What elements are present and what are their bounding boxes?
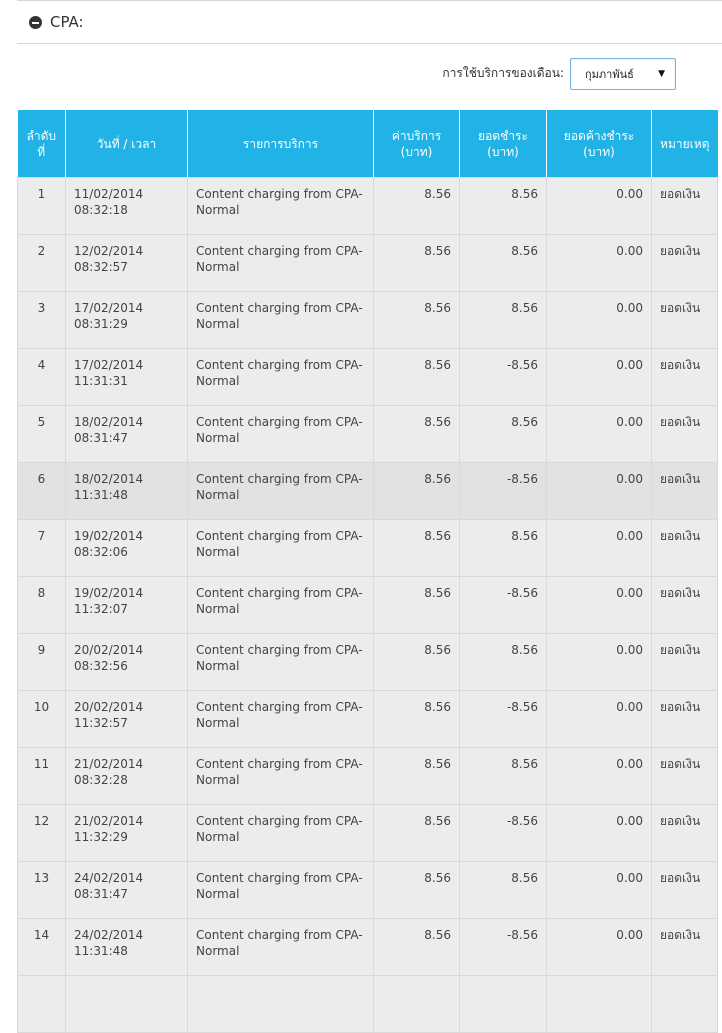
cell-fee: 8.56 [374, 235, 460, 292]
cell-time: 08:32:18 [74, 203, 128, 217]
cell-paid: 8.56 [460, 520, 547, 577]
cell-no: 8 [18, 577, 66, 634]
cell-date: 24/02/2014 [74, 928, 144, 942]
cell-fee: 8.56 [374, 520, 460, 577]
cell-datetime [66, 634, 188, 691]
cell-note: ยอดเงิน [652, 463, 718, 520]
cell-service: Content charging from CPA-Normal [188, 178, 374, 235]
cell-paid: 8.56 [460, 235, 547, 292]
cell-paid: -8.56 [460, 919, 547, 976]
cell-outstanding: 0.00 [547, 463, 652, 520]
table-row [18, 292, 718, 349]
cell-no: 4 [18, 349, 66, 406]
cell-paid: 8.56 [460, 292, 547, 349]
cell-no: 3 [18, 292, 66, 349]
table-row [18, 862, 718, 919]
cell-time: 11:31:48 [74, 944, 128, 958]
cell-time: 08:31:47 [74, 431, 128, 445]
cell-empty [460, 976, 547, 1033]
cell-datetime [66, 292, 188, 349]
cell-paid: 8.56 [460, 748, 547, 805]
cell-time: 08:32:06 [74, 545, 128, 559]
table-row [18, 748, 718, 805]
cell-date: 21/02/2014 [74, 814, 144, 828]
cell-fee: 8.56 [374, 691, 460, 748]
cell-outstanding: 0.00 [547, 634, 652, 691]
cell-time: 08:32:57 [74, 260, 128, 274]
cell-outstanding: 0.00 [547, 748, 652, 805]
cell-fee: 8.56 [374, 292, 460, 349]
cell-note: ยอดเงิน [652, 691, 718, 748]
cell-datetime [66, 805, 188, 862]
cell-outstanding: 0.00 [547, 349, 652, 406]
cell-no: 10 [18, 691, 66, 748]
cell-note: ยอดเงิน [652, 805, 718, 862]
cell-time: 11:32:57 [74, 716, 128, 730]
cell-paid: 8.56 [460, 178, 547, 235]
cell-service: Content charging from CPA-Normal [188, 805, 374, 862]
cell-note: ยอดเงิน [652, 577, 718, 634]
table-row [18, 349, 718, 406]
cell-service: Content charging from CPA-Normal [188, 463, 374, 520]
cell-no: 14 [18, 919, 66, 976]
dropdown-arrow-icon[interactable]: ▼ [658, 68, 665, 79]
cell-outstanding: 0.00 [547, 577, 652, 634]
cell-service: Content charging from CPA-Normal [188, 520, 374, 577]
cell-outstanding: 0.00 [547, 520, 652, 577]
cell-paid: 8.56 [460, 406, 547, 463]
table-row [18, 577, 718, 634]
cell-service: Content charging from CPA-Normal [188, 577, 374, 634]
cell-paid: -8.56 [460, 691, 547, 748]
header-note: หมายเหตุ [652, 111, 718, 178]
cell-date: 20/02/2014 [74, 643, 144, 657]
cell-paid: -8.56 [460, 805, 547, 862]
cell-datetime [66, 862, 188, 919]
cell-no: 6 [18, 463, 66, 520]
table-row [18, 634, 718, 691]
cell-empty [18, 976, 66, 1033]
cell-date: 19/02/2014 [74, 586, 144, 600]
cell-date: 17/02/2014 [74, 301, 144, 315]
cell-date: 18/02/2014 [74, 472, 144, 486]
cell-note: ยอดเงิน [652, 634, 718, 691]
cell-date: 24/02/2014 [74, 871, 144, 885]
cell-datetime [66, 577, 188, 634]
cell-note: ยอดเงิน [652, 919, 718, 976]
month-filter-row [17, 56, 722, 91]
cell-fee: 8.56 [374, 862, 460, 919]
cell-service: Content charging from CPA-Normal [188, 748, 374, 805]
cell-no: 1 [18, 178, 66, 235]
cell-service: Content charging from CPA-Normal [188, 691, 374, 748]
cell-no: 12 [18, 805, 66, 862]
cell-paid: -8.56 [460, 463, 547, 520]
cell-date: 11/02/2014 [74, 187, 144, 201]
cell-empty [652, 976, 718, 1033]
header-outstanding: ยอดค้างชำระ (บาท) [547, 111, 652, 178]
cell-outstanding: 0.00 [547, 691, 652, 748]
cell-fee: 8.56 [374, 577, 460, 634]
cell-paid: -8.56 [460, 577, 547, 634]
cell-note: ยอดเงิน [652, 349, 718, 406]
month-filter-label: การใช้บริการของเดือน: [442, 66, 564, 80]
cell-empty [547, 976, 652, 1033]
cell-service: Content charging from CPA-Normal [188, 349, 374, 406]
cell-service: Content charging from CPA-Normal [188, 919, 374, 976]
cell-note: ยอดเงิน [652, 520, 718, 577]
cell-no: 7 [18, 520, 66, 577]
header-service: รายการบริการ [188, 111, 374, 178]
cell-date: 12/02/2014 [74, 244, 144, 258]
cell-fee: 8.56 [374, 748, 460, 805]
table-row [18, 178, 718, 235]
cell-outstanding: 0.00 [547, 292, 652, 349]
cell-datetime [66, 748, 188, 805]
cell-fee: 8.56 [374, 349, 460, 406]
table-row [18, 919, 718, 976]
cell-no: 13 [18, 862, 66, 919]
cell-fee: 8.56 [374, 634, 460, 691]
cell-date: 21/02/2014 [74, 757, 144, 771]
cell-service: Content charging from CPA-Normal [188, 862, 374, 919]
cell-time: 11:32:07 [74, 602, 128, 616]
cell-date: 20/02/2014 [74, 700, 144, 714]
cell-empty [188, 976, 374, 1033]
cell-paid: -8.56 [460, 349, 547, 406]
cell-note: ยอดเงิน [652, 406, 718, 463]
cell-time: 11:31:31 [74, 374, 128, 388]
table-header-row [18, 111, 718, 178]
cell-no: 9 [18, 634, 66, 691]
table-row [18, 520, 718, 577]
table-row [18, 805, 718, 862]
cell-datetime [66, 235, 188, 292]
cell-outstanding: 0.00 [547, 178, 652, 235]
cell-time: 08:32:28 [74, 773, 128, 787]
cell-service: Content charging from CPA-Normal [188, 634, 374, 691]
month-select[interactable] [570, 58, 676, 90]
header-paid: ยอดชำระ (บาท) [460, 111, 547, 178]
cell-datetime [66, 691, 188, 748]
cell-datetime [66, 406, 188, 463]
cell-note: ยอดเงิน [652, 178, 718, 235]
cell-paid: 8.56 [460, 634, 547, 691]
cell-datetime [66, 520, 188, 577]
cell-empty [66, 976, 188, 1033]
cell-time: 11:31:48 [74, 488, 128, 502]
cell-service: Content charging from CPA-Normal [188, 235, 374, 292]
cell-outstanding: 0.00 [547, 235, 652, 292]
cell-time: 08:32:56 [74, 659, 128, 673]
cell-time: 11:32:29 [74, 830, 128, 844]
cell-date: 17/02/2014 [74, 358, 144, 372]
cell-no: 5 [18, 406, 66, 463]
header-fee: ค่าบริการ (บาท) [374, 111, 460, 178]
cell-fee: 8.56 [374, 178, 460, 235]
cell-fee: 8.56 [374, 805, 460, 862]
cell-datetime [66, 463, 188, 520]
cell-datetime [66, 919, 188, 976]
cell-date: 18/02/2014 [74, 415, 144, 429]
cell-note: ยอดเงิน [652, 292, 718, 349]
cell-fee: 8.56 [374, 919, 460, 976]
cell-outstanding: 0.00 [547, 862, 652, 919]
cell-note: ยอดเงิน [652, 235, 718, 292]
cell-datetime [66, 349, 188, 406]
section-header[interactable] [17, 1, 722, 44]
cell-outstanding: 0.00 [547, 406, 652, 463]
cell-paid: 8.56 [460, 862, 547, 919]
cell-no: 2 [18, 235, 66, 292]
table-row [18, 463, 718, 520]
cell-time: 08:31:47 [74, 887, 128, 901]
table-row [18, 235, 718, 292]
header-datetime: วันที่ / เวลา [66, 111, 188, 178]
cell-date: 19/02/2014 [74, 529, 144, 543]
cell-datetime [66, 178, 188, 235]
cell-note: ยอดเงิน [652, 748, 718, 805]
cell-fee: 8.56 [374, 463, 460, 520]
month-select-value: กุมภาพันธ์ [585, 67, 634, 81]
cell-outstanding: 0.00 [547, 805, 652, 862]
cell-time: 08:31:29 [74, 317, 128, 331]
cell-no: 11 [18, 748, 66, 805]
transaction-table [17, 110, 718, 1033]
collapse-minus-icon[interactable] [29, 16, 42, 29]
cell-empty [374, 976, 460, 1033]
cell-fee: 8.56 [374, 406, 460, 463]
header-seq: ลำดับ ที่ [18, 111, 66, 178]
table-row [18, 691, 718, 748]
cell-note: ยอดเงิน [652, 862, 718, 919]
table-row-partial [18, 976, 718, 1033]
cell-outstanding: 0.00 [547, 919, 652, 976]
table-row [18, 406, 718, 463]
cell-service: Content charging from CPA-Normal [188, 292, 374, 349]
cell-service: Content charging from CPA-Normal [188, 406, 374, 463]
section-title: CPA: [50, 13, 84, 31]
